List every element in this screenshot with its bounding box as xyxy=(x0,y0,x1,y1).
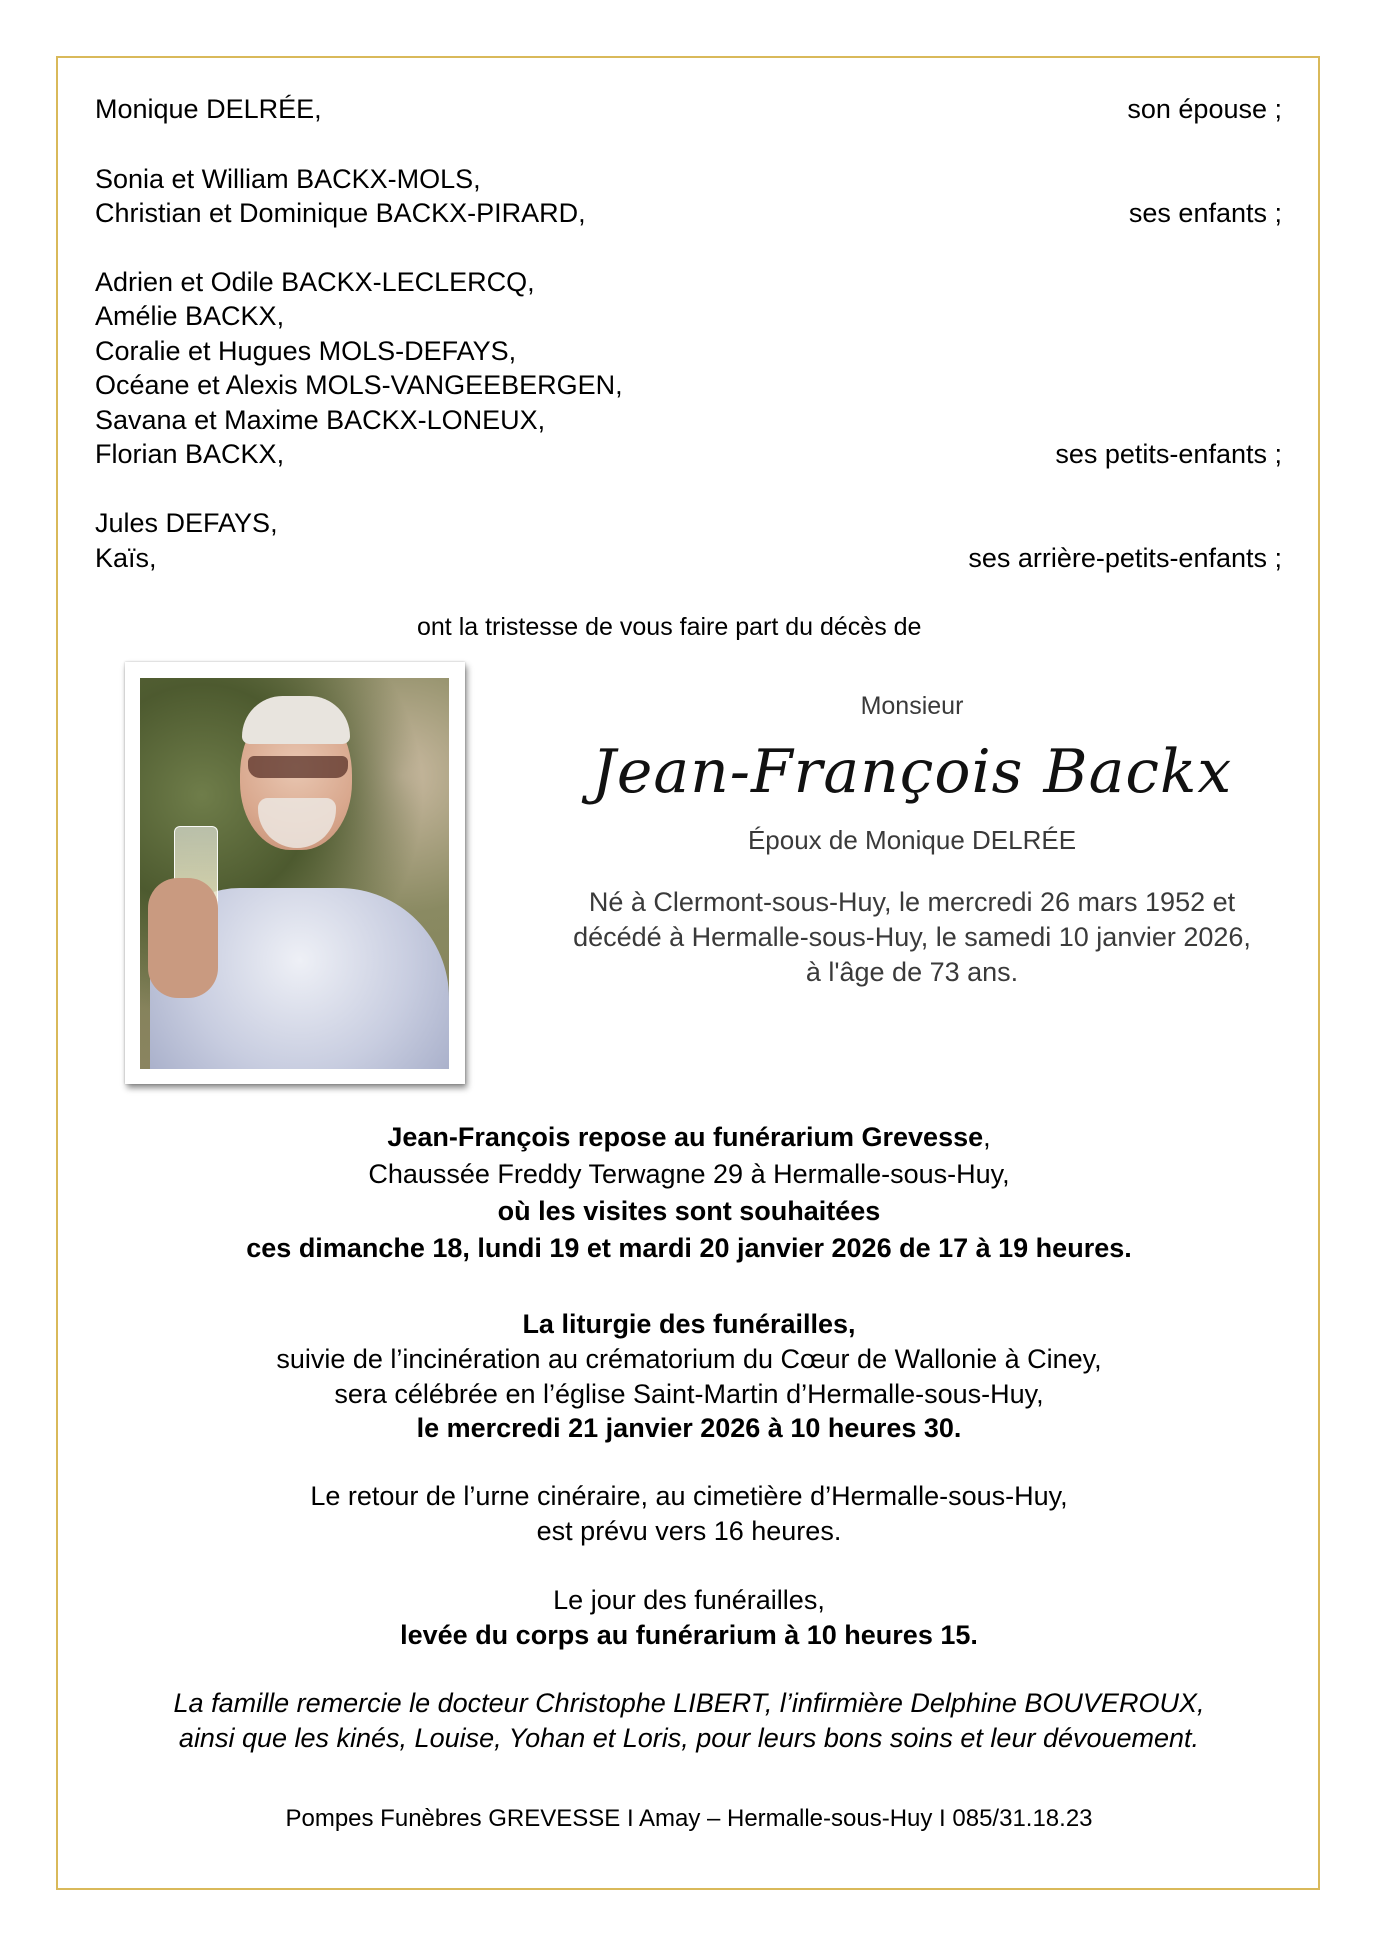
grandchildren-relation: ses petits-enfants ; xyxy=(1055,439,1282,469)
bio-line: à l'âge de 73 ans. xyxy=(805,957,1019,987)
visitation-hours: ces dimanche 18, lundi 19 et mardi 20 janvier 2026 de 17 à 19 heures. xyxy=(246,1233,1132,1263)
deceased-photo-frame xyxy=(125,662,465,1084)
liturgy-line-3: sera célébrée en l’église Saint-Martin d’Hermalle-sous-Huy, xyxy=(334,1379,1044,1409)
thanks-line-2: ainsi que les kinés, Louise, Yohan et Loris, pour leurs bons soins et leur dévouement. xyxy=(178,1723,1200,1753)
liturgy-heading: La liturgie des funérailles, xyxy=(522,1309,856,1339)
announcement-text: ont la tristesse de vous faire part du décès de xyxy=(417,613,922,641)
bio-line: Né à Clermont-sous-Huy, le mercredi 26 mars 1952 et xyxy=(588,887,1236,917)
deceased-photo xyxy=(140,678,449,1069)
great-grandchildren-relation: ses arrière-petits-enfants ; xyxy=(968,543,1282,573)
children-relation: ses enfants ; xyxy=(1128,198,1282,228)
grandchild-name: Océane et Alexis MOLS-VANGEEBERGEN, xyxy=(95,370,623,400)
spouse-name: Monique DELRÉE, xyxy=(95,94,322,124)
bio-line: décédé à Hermalle-sous-Huy, le samedi 10 janvier 2026, xyxy=(573,922,1251,952)
liturgy-datetime: le mercredi 21 janvier 2026 à 10 heures 30. xyxy=(416,1413,962,1443)
urn-line-1: Le retour de l’urne cinéraire, au cimetière d’Hermalle-sous-Huy, xyxy=(310,1481,1068,1511)
funeral-home-footer: Pompes Funèbres GREVESSE I Amay – Hermalle-sous-Huy I 085/31.18.23 xyxy=(285,1805,1093,1832)
child-name: Sonia et William BACKX-MOLS, xyxy=(95,164,481,194)
grandchild-name: Adrien et Odile BACKX-LECLERCQ, xyxy=(95,267,535,297)
visitation-line-1: Jean-François repose au funérarium Grevesse, xyxy=(387,1122,991,1152)
great-grandchild-name: Jules DEFAYS, xyxy=(95,508,278,538)
deceased-name: Jean-François Backx xyxy=(591,737,1233,807)
spouse-relation: son épouse ; xyxy=(1127,94,1282,124)
grandchild-name: Amélie BACKX, xyxy=(95,301,285,331)
visitation-address: Chaussée Freddy Terwagne 29 à Hermalle-sous-Huy, xyxy=(368,1159,1010,1189)
grandchild-name: Florian BACKX, xyxy=(95,439,285,469)
funeral-day-line-2: levée du corps au funérarium à 10 heures 15. xyxy=(400,1620,978,1650)
grandchild-name: Savana et Maxime BACKX-LONEUX, xyxy=(95,405,546,435)
visitation-line-3: où les visites sont souhaitées xyxy=(497,1196,881,1226)
great-grandchild-name: Kaïs, xyxy=(95,543,157,573)
thanks-line-1: La famille remercie le docteur Christophe LIBERT, l’infirmière Delphine BOUVEROUX, xyxy=(173,1688,1205,1718)
deceased-title: Monsieur xyxy=(860,692,964,720)
grandchild-name: Coralie et Hugues MOLS-DEFAYS, xyxy=(95,336,517,366)
deceased-spouse-line: Époux de Monique DELRÉE xyxy=(747,825,1077,855)
urn-line-2: est prévu vers 16 heures. xyxy=(536,1516,842,1546)
child-name: Christian et Dominique BACKX-PIRARD, xyxy=(95,198,586,228)
funeral-day-line-1: Le jour des funérailles, xyxy=(553,1585,825,1615)
liturgy-line-2: suivie de l’incinération au crématorium du Cœur de Wallonie à Ciney, xyxy=(276,1344,1102,1374)
